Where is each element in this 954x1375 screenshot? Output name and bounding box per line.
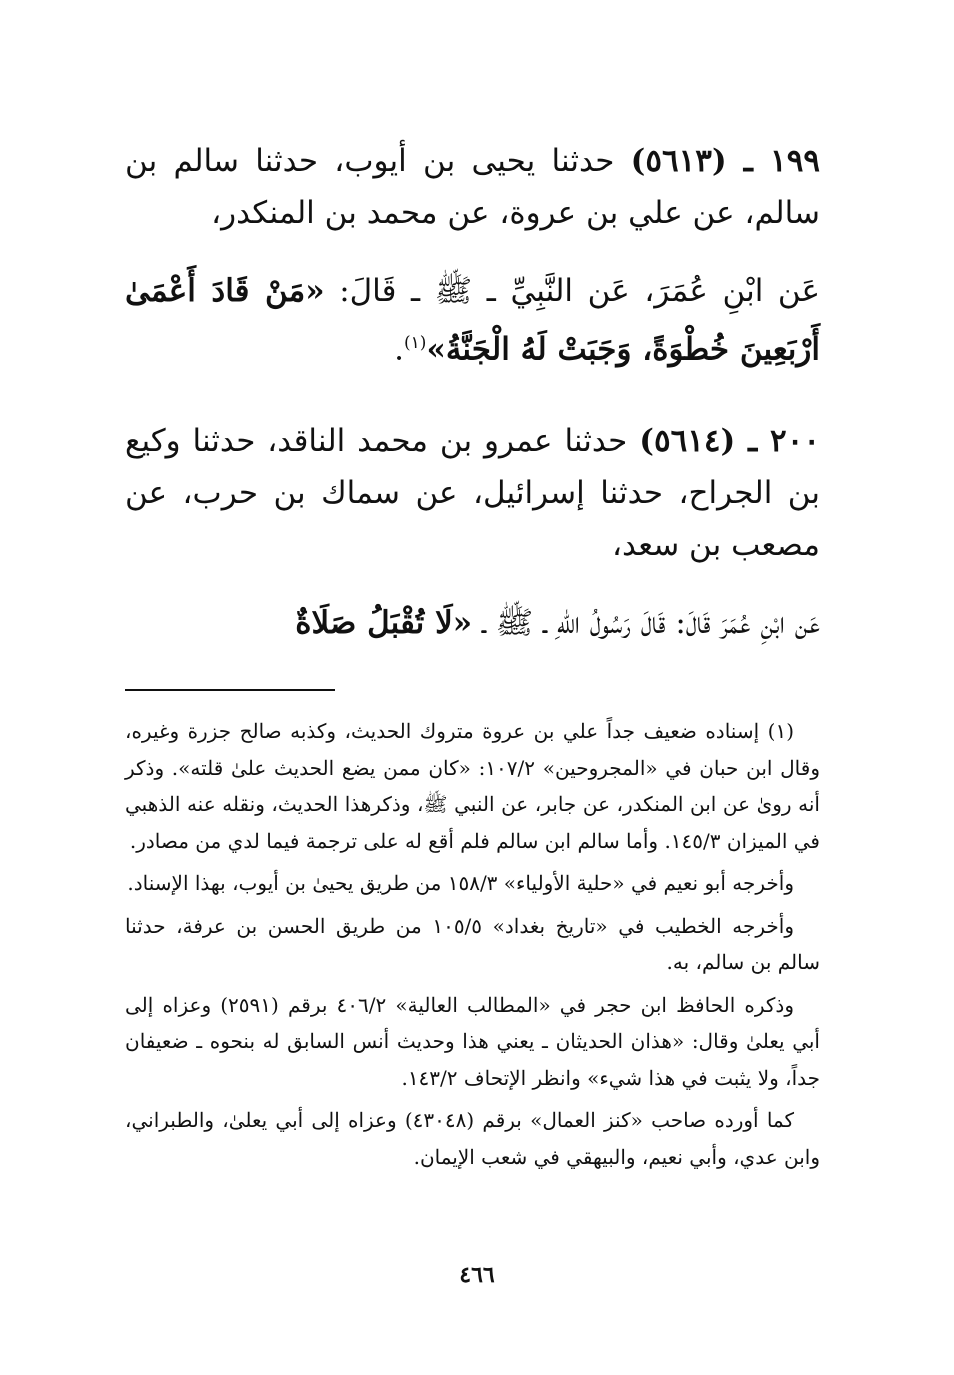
hadith-200-matn-quote: «لَا تُقْبَلُ صَلَاةٌ — [295, 605, 473, 642]
footnote-paragraph: (١) إسناده ضعيف جداً علي بن عروة متروك الحديث، وكذبه صالح جزرة وغيره، وقال ابن حبان في «المجروحين» ١٠٧/٢: «كان ممن يضع الحديث علىٰ قلته». وذكر أنه روىٰ عن ابن المنكدر، عن جابر، عن النبي ﷺ، وذكرهذا الحديث، ونقله عنه الذهبي في الميزان ١٤٥/٣. وأما سالم ابن سالم فلم أقع له على ترجمة فيما لدي من مصادر. — [125, 719, 820, 853]
hadith-200-matn — [125, 597, 820, 649]
footnote-paragraph: وأخرجه أبو نعيم في «حلية الأولياء» ١٥٨/٣ من طريق يحيىٰ بن أيوب، بهذا الإسناد. — [127, 871, 794, 896]
footnotes — [125, 713, 820, 1175]
page-body — [125, 135, 820, 1335]
hadith-200-number: ٢٠٠ ـ (٥٦١٤) — [639, 423, 820, 460]
hadith-199-matn-end: . — [394, 331, 405, 368]
hadith-200-isnad — [125, 415, 820, 571]
hadith-200-matn-intro: عَن ابْنِ عُمَرَ قَالَ: قَالَ رَسُولُ اللهِ ـ ﷺ ـ — [481, 605, 820, 642]
hadith-199-number: ١٩٩ ـ (٥٦١٣) — [630, 143, 820, 179]
footnote-separator-wrap — [125, 689, 820, 691]
page-number: ٤٦٦ — [459, 1262, 495, 1288]
hadith-199-matn-quote: «مَنْ قَادَ أَعْمَىٰ أَرْبَعِينَ خُطْوَةً، وَجَبَتْ لَهُ الْجَنَّةُ» — [125, 273, 820, 368]
hadith-199-matn — [125, 265, 820, 375]
hadith-200-isnad-text: حدثنا عمرو بن محمد الناقد، حدثنا وكيع بن الجراح، حدثنا إسرائيل، عن سماك بن حرب، عن مصعب بن سعد، — [125, 423, 820, 564]
footnote-paragraph: وأخرجه الخطيب في «تاريخ بغداد» ١٠٥/٥ من طريق الحسن بن عرفة، حدثنا سالم بن سالم، به. — [125, 913, 820, 975]
footnote-ref-1[interactable]: (١) — [404, 333, 427, 353]
hadith-199-isnad-text: حدثنا يحيى بن أيوب، حدثنا سالم بن سالم، عن علي بن عروة، عن محمد بن المنكدر، — [125, 143, 820, 231]
hadith-199-matn-intro: عَن ابْنِ عُمَرَ، عَن النَّبِيِّ ـ ﷺ ـ قَالَ: — [339, 273, 820, 309]
hadith-199-isnad — [125, 135, 820, 239]
footnote-paragraph: وذكره الحافظ ابن حجر في «المطالب العالية» ٤٠٦/٢ برقم (٢٥٩١) وعزاه إلى أبي يعلىٰ وقال: «هذان الحديثان ـ يعني هذا وحديث أنس السابق له بنحوه ـ ضعيفان جداً، ولا يثبت في هذا شيء» وانظر الإتحاف ١٤٣/٢. — [125, 992, 820, 1090]
footnote-paragraph: كما أورده صاحب «كنز العمال» برقم (٤٣٠٤٨) وعزاه إلى أبي يعلىٰ، والطبراني، وابن عدي، وأبي نعيم، والبيهقي في شعب الإيمان. — [125, 1108, 820, 1169]
footnote-separator — [125, 689, 335, 691]
